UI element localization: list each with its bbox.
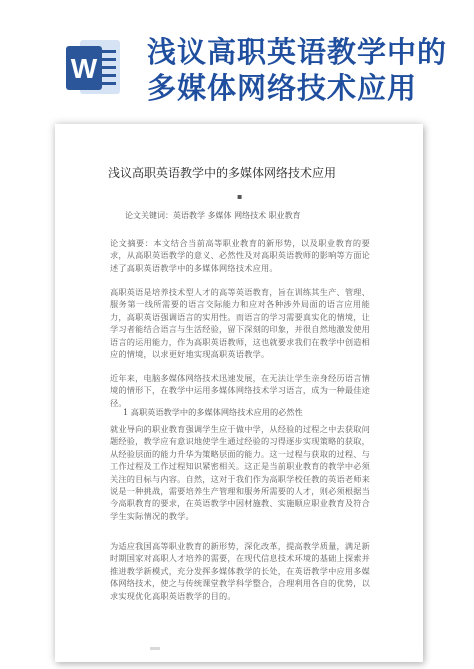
abstract-paragraph: 论文摘要：本文结合当前高等职业教育的新形势，以及职业教育的要求，从高职英语教学的意义、必然性及对高职英语教师的影响等方面论述了高职英语教学中的多媒体网络技术应用。 [110, 238, 371, 273]
banner-title-line-1: 浅议高职英语教学中的 [147, 35, 448, 69]
banner-title-line-2: 多媒体网络技术应用 [147, 71, 418, 105]
body-paragraph-2: 近年来，电脑多媒体网络技术迅速发展，在无法让学生亲身经历语言情境的情形下，在教学中运用多媒体网络技术学习语言，成为一种最佳途径。 [110, 373, 371, 408]
page-end-mark [150, 647, 160, 650]
title-marker: ▪ [237, 192, 243, 201]
document-page [55, 124, 423, 662]
banner-title [147, 34, 467, 106]
body-paragraph-1: 高职英语是培养技术型人才的高等英语教育，旨在训练其生产、管理、服务第一线所需要的语言交际能力和应对各种涉外局面的语言应用能力，高职英语强调语言的实用性。而语言的学习需要真实化的情境，让学习者能结合语言与生活经验，留下深刻的印象，并很自然地激发使用语言的运用能力，作为高职英语教师，这也就要求我们在教学中创造相应的情境，以求更好地实现高职英语教学。 [110, 287, 371, 360]
document-title: 浅议高职英语教学中的多媒体网络技术应用 [108, 166, 337, 180]
keywords-line: 论文关键词：英语教学 多媒体 网络技术 职业教育 [125, 211, 301, 220]
section-heading-1: 1 高职英语教学中的多媒体网络技术应用的必然性 [123, 407, 303, 417]
body-paragraph-3: 就业导向的职业教育强调学生应于做中学，从经验的过程之中去获取问题经验，教学应有意识地使学生通过经验的习得逐步实现策略的获取，从经验层面的能力升华为策略层面的能力。这一过程与获取的过程、与工作过程及工作过程知识紧密相关。这正是当前职业教育的教学中必须关注的目标与内容。自然，这对于我们作为高职学校任教的英语老师来说是一种挑战，需要培养生产管理和服务所需要的人才，则必须根据当今高职教育的要求，在英语教学中因材施教、实施顺应职业教育及符合学生实际情况的教学。 [110, 424, 371, 521]
banner [0, 0, 474, 105]
svg-text:W: W [70, 53, 98, 84]
word-document-icon [66, 38, 124, 98]
body-paragraph-4: 为适应我国高等职业教育的新形势，深化改革，提高教学质量，满足新时期国家对高职人才培养的需要，在现代信息技术环境的基础上探索并推进教学新模式，充分发挥多媒体教学的长处，在英语教学中应用多媒体网络技术，使之与传统课堂教学科学整合，合理利用各自的优势，以求实现优化高职英语教学的目的。 [110, 541, 371, 601]
